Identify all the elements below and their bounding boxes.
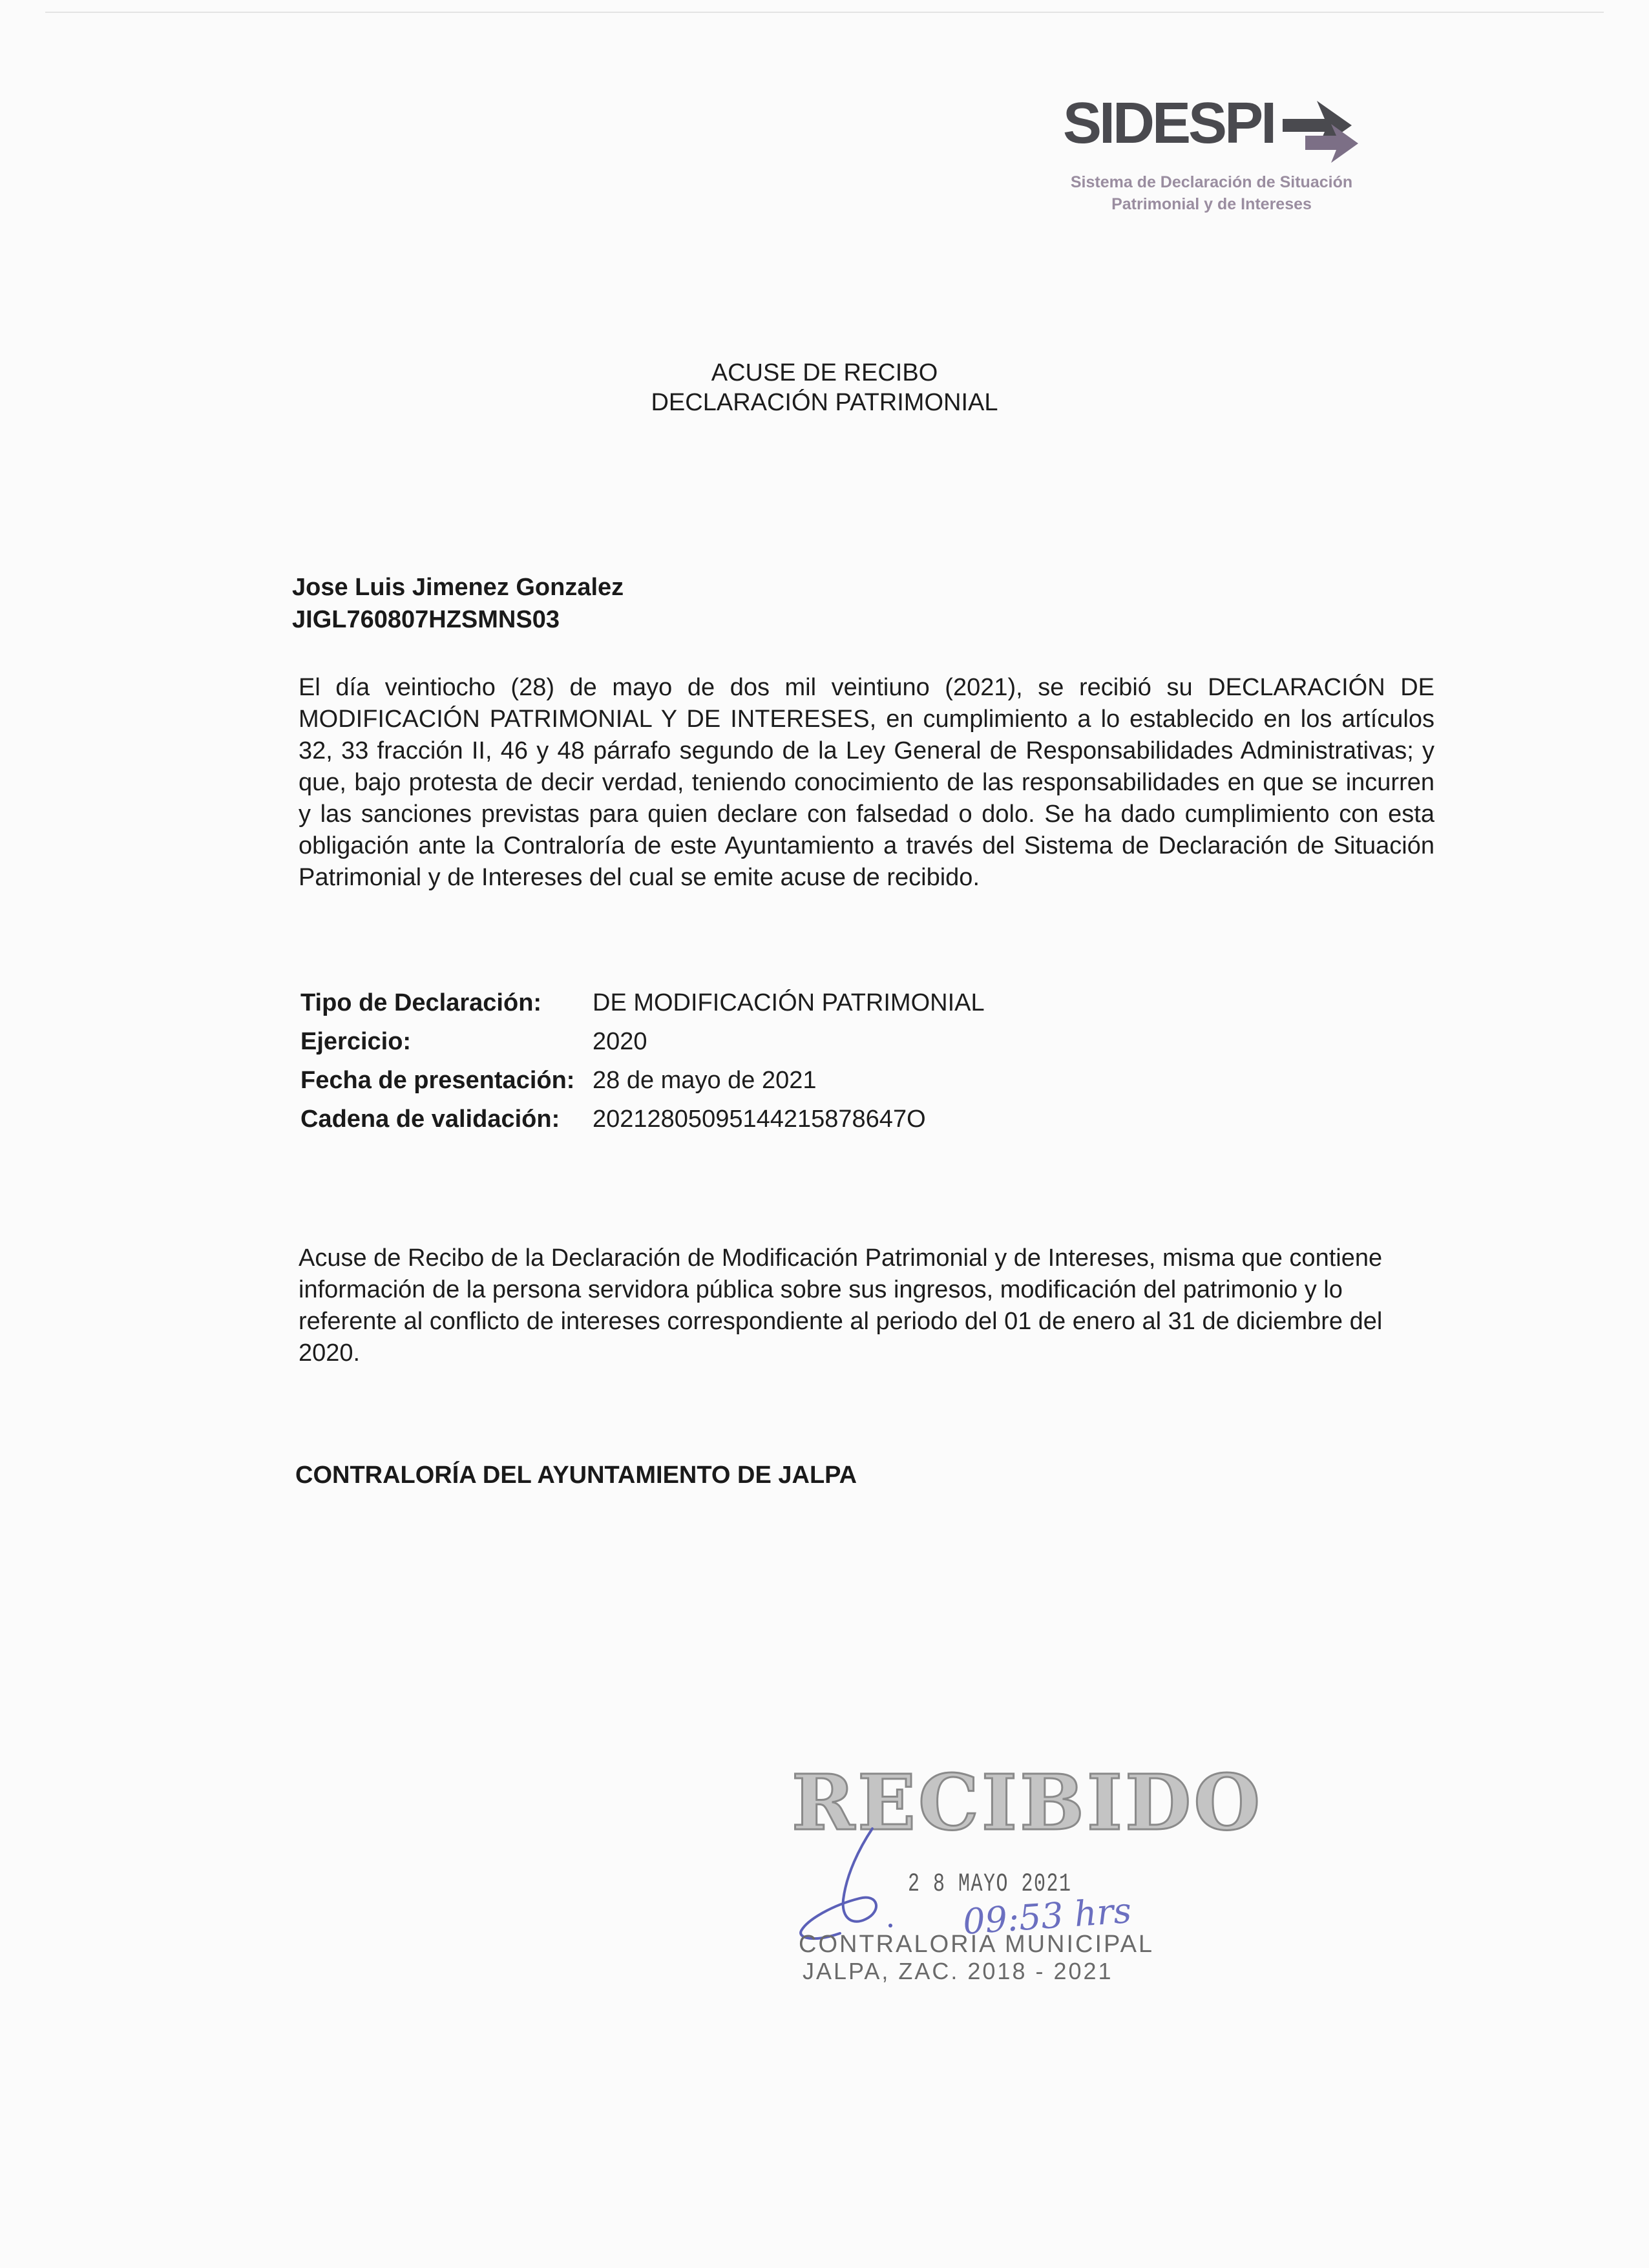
document-title-line1: ACUSE DE RECIBO xyxy=(711,359,938,386)
double-arrow-icon xyxy=(1279,96,1361,167)
detail-label: Cadena de validación: xyxy=(300,1106,560,1133)
closing-paragraph: Acuse de Recibo de la Declaración de Modificación Patrimonial y de Intereses, misma que contiene información de la persona servidora pública sobre sus ingresos, modificación del patrimonio y lo referente al conflicto de intereses correspondiente al periodo del 01 de enero al 31 de diciembre del 2020. xyxy=(299,1244,1383,1367)
body-paragraph: El día veintiocho (28) de mayo de dos mil veintiuno (2021), se recibió su DECLARACIÓN DE MODIFICACIÓN PATRIMONIAL Y DE INTERESES, en cumplimiento a lo establecido en los artículos 32, 33 fracción II, 46 y 48 párrafo segundo de la Ley General de Responsabilidades Administrativas; y que, bajo protesta de decir verdad, teniendo conocimiento de las responsabilidades en que se incurren y las sanciones previstas para quien declare con falsedad o dolo. Se ha dado cumplimiento con esta obligación ante la Contraloría de este Ayuntamiento a través del Sistema de Declaración de Situación Patrimonial y de Intereses del cual se emite acuse de recibido. xyxy=(299,674,1434,891)
logo-subtitle-line1: Sistema de Declaración de Situación xyxy=(1070,173,1353,191)
stamp-date: 2 8 MAYO 2021 xyxy=(908,1870,1072,1899)
logo-subtitle-line2: Patrimonial y de Intereses xyxy=(1111,195,1312,213)
stamp-word: RECIBIDO xyxy=(792,1758,1263,1847)
issuer-name: CONTRALORÍA DEL AYUNTAMIENTO DE JALPA xyxy=(295,1462,857,1489)
detail-label: Tipo de Declaración: xyxy=(300,989,542,1016)
stamp-handwritten-time: 09:53 hrs xyxy=(961,1889,1133,1943)
logo-wordmark: SIDESPI xyxy=(1063,91,1275,156)
detail-value: 20212805095144215878647O xyxy=(593,1106,926,1133)
declarant-rfc: JIGL760807HZSMNS03 xyxy=(292,606,560,633)
declarant-name: Jose Luis Jimenez Gonzalez xyxy=(292,574,624,601)
detail-label: Fecha de presentación: xyxy=(300,1067,575,1094)
page-top-border xyxy=(45,12,1604,13)
detail-value: DE MODIFICACIÓN PATRIMONIAL xyxy=(593,989,985,1016)
received-stamp xyxy=(775,1758,1263,1990)
detail-value: 2020 xyxy=(593,1028,647,1055)
stamp-office-line1: CONTRALORIA MUNICIPAL xyxy=(799,1931,1155,1958)
stamp-office-line2: JALPA, ZAC. 2018 - 2021 xyxy=(803,1958,1113,1984)
detail-label: Ejercicio: xyxy=(300,1028,412,1055)
document-title-line2: DECLARACIÓN PATRIMONIAL xyxy=(651,389,998,416)
sidespi-logo xyxy=(1060,90,1370,220)
detail-value: 28 de mayo de 2021 xyxy=(593,1067,817,1094)
